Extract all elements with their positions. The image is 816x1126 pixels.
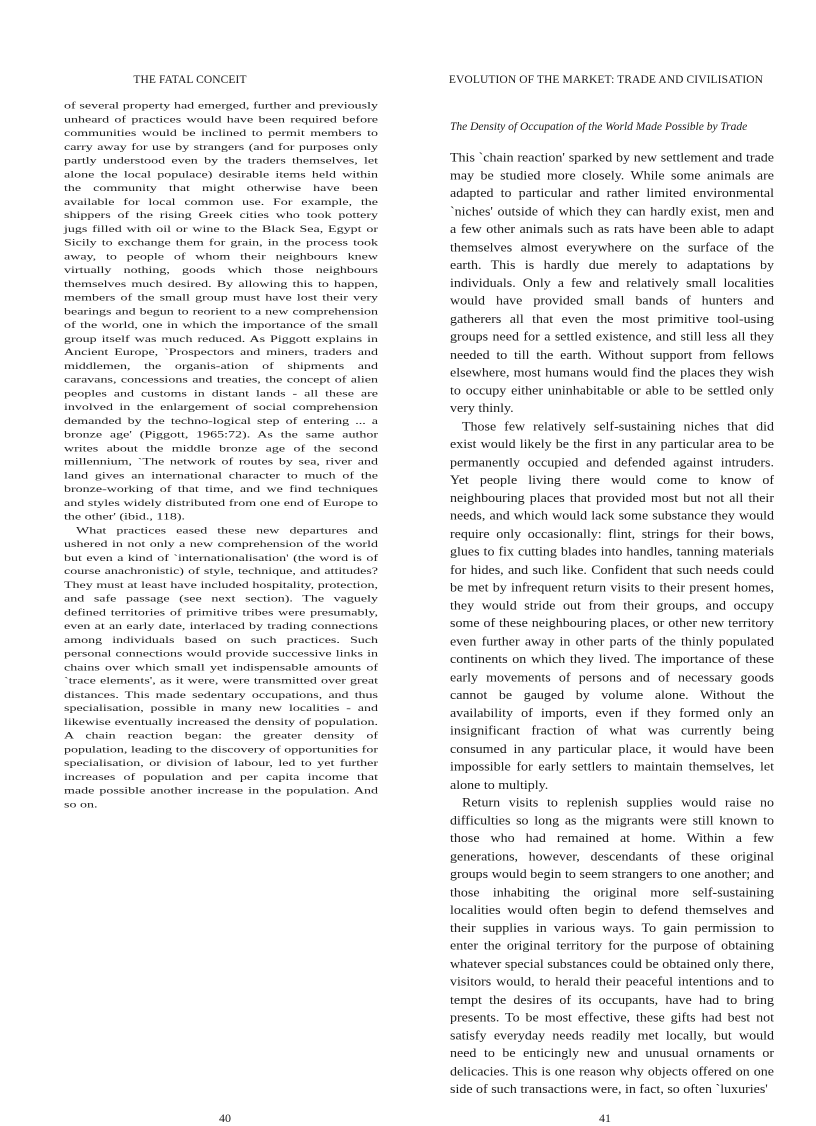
left-page <box>0 0 408 1123</box>
left-body-text <box>64 100 378 812</box>
paragraph: Return visits to replenish supplies would raise no difficulties so long as the migrants were still known to those who had remained at home. Within a few generations, however, descendants of these original groups would begin to seem strangers to one another; and those inhabiting the original more self-sustaining localities would often begin to defend themselves and their supplies in various ways. To gain permission to enter the original territory for the purpose of obtaining whatever special substances could be obtained only there, visitors would, to herald their peaceful intentions and to tempt the desires of its occupants, have had to bring presents. To be most effective, these gifts had best not satisfy everyday needs readily met locally, but would need to be enticingly new and unusual ornaments or delicacies. This is one reason why objects offered on one side of such transactions were, in fact, so often `luxuries' <box>450 796 774 1097</box>
section-title: The Density of Occupation of the World Made Possible by Trade <box>450 121 748 133</box>
running-head-left: THE FATAL CONCEIT <box>133 74 247 86</box>
page-number-right: 41 <box>599 1111 611 1125</box>
paragraph: of several property had emerged, further and previously unheard of practices would have been required before communities would be inclined to permit members to carry away for use by strangers (and for purposes only partly understood even by the traders themselves, let alone the local populace) desirable items held within the community that might otherwise have been available for local common use. For example, the shippers of the rising Greek cities who took pottery jugs filled with oil or wine to the Black Sea, Egypt or Sicily to exchange them for grain, in the process took away, to people of whom their neighbours knew virtually nothing, goods which those neighbours themselves much desired. By allowing this to happen, members of the small group must have lost their very bearings and begun to reorient to a new comprehension of the world, one in which the importance of the small group itself was much reduced. As Piggott explains in Ancient Europe, `Prospectors and miners, traders and middlemen, the organis-ation of shipments and caravans, concessions and treaties, the concept of alien peoples and customs in distant lands - all these are involved in the enlargement of social comprehension demanded by the techno-logical step of entering ... a bronze age' (Piggott, 1965:72). As the same author writes about the middle bronze age of the second millennium, `The network of routes by sea, river and land gives an international character to much of the bronze-working of that time, and we find techniques and styles widely distributed from one end of Europe to the other' (ibid., 118). <box>64 101 378 523</box>
paragraph: What practices eased these new departures and ushered in not only a new comprehension of the world but even a kind of `internationalisation' (the word is of course anachronistic) of style, technique, and attitudes? They must at least have included hospitality, protection, and safe passage (see next section). The vaguely defined territories of primitive tribes were presumably, even at an early date, interlaced by trading connections among individuals based on such practices. Such personal connections would provide successive links in chains over which small yet indispensable amounts of `trace elements', as it were, were transmitted over great distances. This made sedentary occupations, and thus specialisation, possible in many new localities - and likewise eventually increased the density of population. A chain reaction began: the greater density of population, leading to the discovery of opportunities for specialisation, or division of labour, led to yet further increases of population and per capita income that made possible another increase in the population. And so on. <box>64 525 378 810</box>
page-number-left: 40 <box>219 1111 231 1125</box>
right-page <box>408 0 816 1123</box>
running-head-right: EVOLUTION OF THE MARKET: TRADE AND CIVILISATION <box>448 74 764 86</box>
paragraph: This `chain reaction' sparked by new settlement and trade may be studied more closely. While some animals are adapted to particular and rather limited environmental `niches' outside of which they can hardly exist, men and a few other animals such as rats have been able to adapt themselves almost everywhere on the surface of the earth. This is hardly due merely to adaptations by individuals. Only a few and relatively small localities would have provided small bands of hunters and gatherers all that even the most primitive tool-using groups need for a settled existence, and still less all they needed to till the earth. Without support from fellows elsewhere, most humans would find the places they wish to occupy either uninhabitable or able to be settled only very thinly. <box>450 151 774 416</box>
right-body-text <box>450 150 774 1100</box>
paragraph: Those few relatively self-sustaining niches that did exist would likely be the first in any particular area to be permanently occupied and defended against intruders. Yet people living there would come to know of neighbouring places that provided most but not all their needs, and which would lack some substance they would require only occasionally: flint, strings for their bows, glues to fix cutting blades into handles, tanning materials for hides, and such like. Confident that such needs could be met by infrequent return visits to their present homes, they would stride out from their groups, and occupy some of these neighbouring places, or other new territory even further away in other parts of the thinly populated continents on which they lived. The importance of these early movements of persons and of necessary goods cannot be gauged by volume alone. Without the availability of imports, even if they formed only an insignificant fraction of what was currently being consumed in any particular place, it would have been impossible for early settlers to maintain themselves, let alone to multiply. <box>450 420 774 792</box>
